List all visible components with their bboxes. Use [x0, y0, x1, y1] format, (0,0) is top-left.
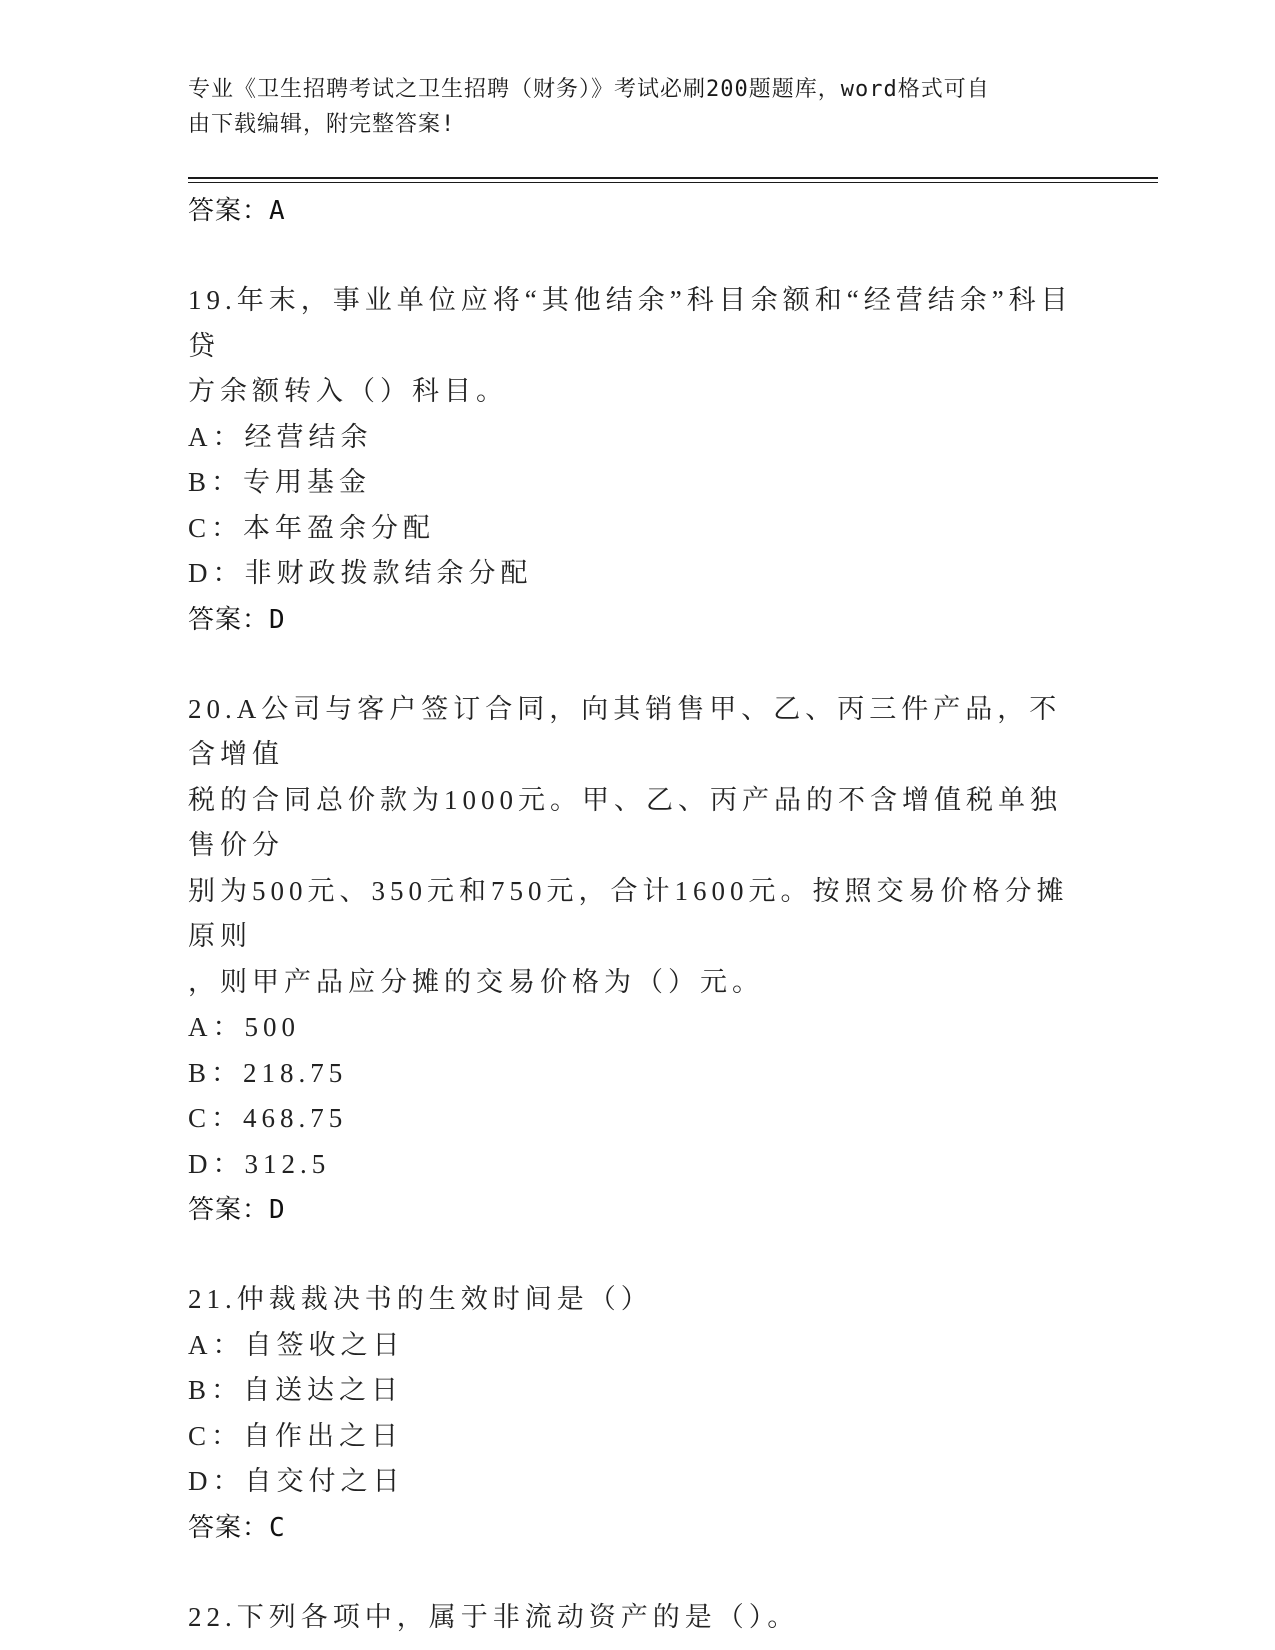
previous-question-answer: 答案：A: [188, 196, 286, 226]
header-line-2: 由下载编辑，附完整答案!: [188, 112, 456, 137]
option-d: D：312.5: [188, 1148, 331, 1179]
option-a: A：500: [188, 1012, 300, 1042]
option-c: C：自作出之日: [188, 1420, 404, 1451]
question-stem: [188, 1595, 1088, 1641]
stem-line: 20.A公司与客户签订合同，向其销售甲、乙、丙三件产品，不含增值: [188, 693, 1062, 769]
question-20: [188, 687, 1088, 1234]
option-b: B：自送达之日: [188, 1375, 404, 1405]
option-a: A：经营结余: [188, 421, 373, 452]
header-divider-thin: [188, 182, 1158, 183]
question-21: [188, 1277, 1088, 1551]
option-c: C：468.75: [188, 1103, 348, 1133]
stem-line: ，则甲产品应分摊的交易价格为（）元。: [188, 966, 764, 997]
answer: 答案：C: [188, 1512, 286, 1543]
question-list: [188, 188, 1088, 1640]
question-stem: [188, 687, 1088, 1006]
stem-line: 税的合同总价款为1000元。甲、乙、丙产品的不含增值税单独售价分: [188, 784, 1062, 860]
option-d: D：自交付之日: [188, 1466, 405, 1496]
header-divider-thick: [188, 177, 1158, 179]
stem-line: 方余额转入（）科目。: [188, 376, 508, 406]
option-b: B：专用基金: [188, 467, 372, 497]
question-stem: [188, 278, 1088, 415]
stem-line: 21.仲裁裁决书的生效时间是（）: [188, 1284, 653, 1314]
option-d: D：非财政拨款结余分配: [188, 558, 533, 588]
option-c: C：本年盈余分配: [188, 512, 436, 543]
question-stem: [188, 1277, 1088, 1323]
stem-line: 别为500元、350元和750元，合计1600元。按照交易价格分摊原则: [188, 875, 1069, 951]
question-19: [188, 278, 1088, 643]
option-b: B：218.75: [188, 1057, 348, 1088]
answer: 答案：D: [188, 1195, 286, 1225]
stem-line: 19.年末，事业单位应将“其他结余”科目余额和“经营结余”科目贷: [188, 285, 1073, 361]
stem-line: 22.下列各项中，属于非流动资产的是（）。: [188, 1601, 800, 1632]
document-header: [188, 72, 1078, 142]
question-22: [188, 1595, 1088, 1641]
option-a: A：自签收之日: [188, 1329, 405, 1360]
answer: 答案：D: [188, 604, 286, 635]
header-line-1: 专业《卫生招聘考试之卫生招聘（财务）》考试必刷200题题库，word格式可自: [188, 77, 990, 102]
